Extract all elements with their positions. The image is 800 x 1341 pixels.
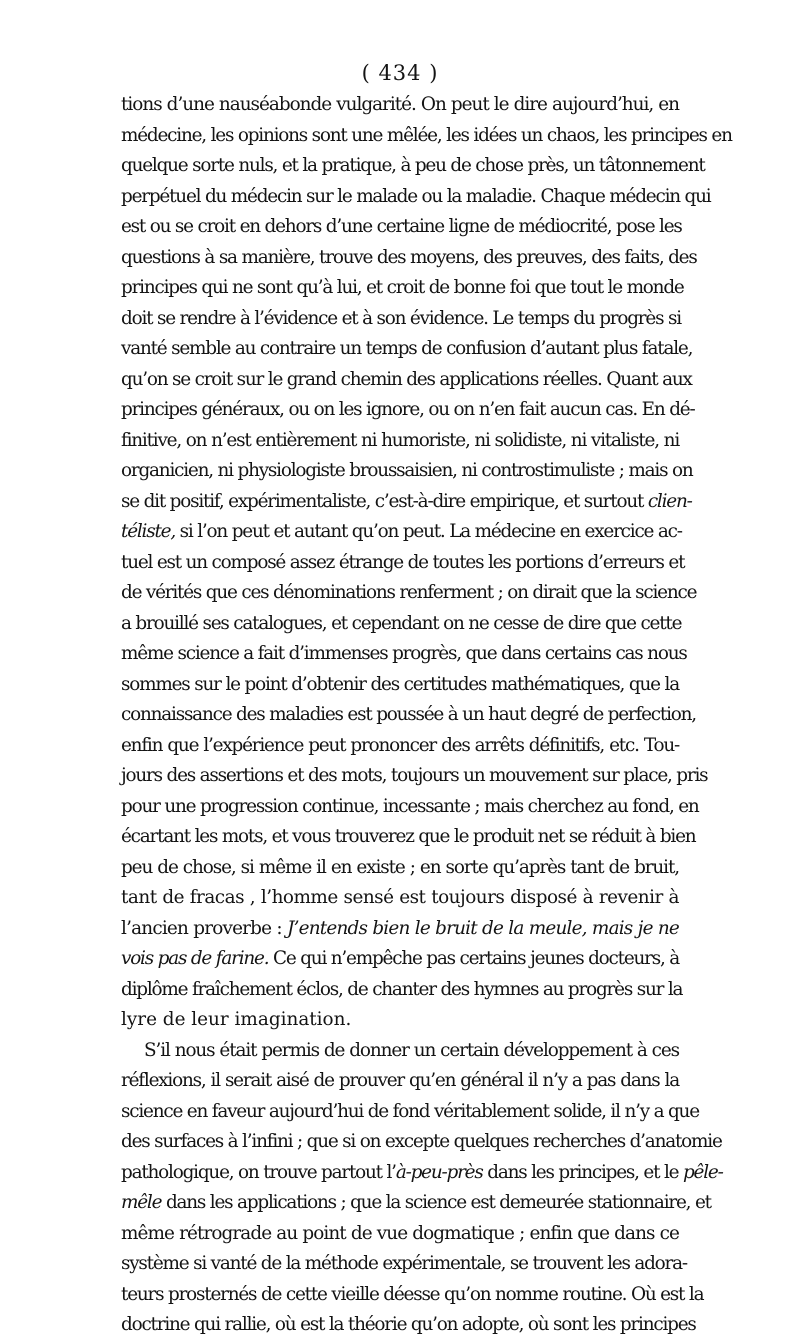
text-line [121,609,682,640]
text-line [121,1188,711,1219]
text-segment: a brouillé ses catalogues, et cependant on ne cesse de dire que cette [121,612,682,634]
text-segment: tions d’une nauséabonde vulgarité. On peut le dire aujourd’hui, en [121,94,679,115]
text-segment: jours des assertions et des mots, toujours un mouvement sur place, pris [121,765,708,786]
text-segment: écartant les mots, et vous trouverez que le produit net se réduit à bien [121,826,696,847]
body-text [121,90,732,1341]
text-segment: si l’on peut et autant qu’on peut. La médecine en exercice ac- [175,521,682,542]
text-segment: doctrine qui rallie, où est la théorie qu’on adopte, où sont les principes [121,1314,696,1335]
text-segment: vanté semble au contraire un temps de confusion d’autant plus fatale, [121,338,693,359]
text-line [121,395,695,426]
text-line [121,1127,722,1158]
text-line [121,700,696,731]
text-line [121,365,692,396]
italic-text: téliste, [121,521,175,542]
text-segment: médecine, les opinions sont une mêlée, les idées un chaos, les principes en [121,124,732,146]
text-line [121,853,679,884]
text-line [121,1097,699,1128]
text-segment: principes qui ne sont qu’à lui, et croit de bonne foi que tout le monde [121,277,684,298]
text-line [121,578,697,609]
text-line [121,975,683,1006]
text-line [121,1158,723,1189]
text-segment: organicien, ni physiologiste broussaisien, ni controstimuliste ; mais on [121,460,693,481]
text-line [121,90,679,121]
text-line [121,1249,687,1280]
text-line [121,792,699,823]
text-segment: même rétrograde au point de vue dogmatique ; enfin que dans ce [121,1222,679,1244]
text-segment: sommes sur le point d’obtenir des certitudes mathématiques, que la [121,673,679,695]
paragraph [121,90,732,1036]
text-segment: S’il nous était permis de donner un certain développement à ces [144,1039,679,1061]
text-segment: même science a fait d’immenses progrès, que dans certains cas nous [121,643,687,664]
text-line [121,121,732,152]
text-segment: quelque sorte nuls, et la pratique, à peu de chose près, un tâtonnement [121,155,705,176]
text-line [121,883,679,914]
italic-text: mêle [121,1192,162,1213]
text-line [121,151,705,182]
text-line [121,334,693,365]
text-line [121,761,708,792]
text-line [121,1066,679,1097]
text-line [121,944,679,975]
text-segment: pathologique, on trouve partout l’ [121,1161,396,1183]
italic-text: vois pas de farine. [121,948,269,969]
text-segment: pour une progression continue, incessante ; mais cherchez au fond, en [121,795,699,817]
page-number: ( 434 ) [361,61,439,85]
italic-text: à-peu-près [395,1161,483,1183]
text-line [121,243,697,274]
text-segment: de vérités que ces dénominations renferment ; on dirait que la science [121,582,697,603]
text-segment: peu de chose, si même il en existe ; en sorte qu’après tant de bruit, [121,856,679,878]
text-segment: l’ancien proverbe : [121,917,288,939]
text-segment: teurs prosternés de cette vieille déesse qu’on nomme routine. Où est la [121,1283,704,1305]
text-line [121,487,692,518]
text-line [121,1280,704,1311]
text-segment: lyre de leur imagination. [121,1009,352,1030]
italic-text: pêle- [682,1161,723,1183]
paragraph [121,1036,723,1341]
text-segment: doit se rendre à l’évidence et à son évidence. Le temps du progrès si [121,307,681,329]
text-line [121,426,679,457]
text-segment: est ou se croit en dehors d’une certaine ligne de médiocrité, pose les [121,216,682,237]
italic-text: clien- [647,490,692,512]
text-line [121,304,679,335]
text-segment: Ce qui n’empêche pas certains jeunes docteurs, à [268,948,680,969]
text-segment: des surfaces à l’infini ; que si on excepte quelques recherches d’anatomie [121,1131,722,1152]
text-segment: dans les principes, et le [482,1161,683,1183]
text-line [121,822,696,853]
text-line [121,548,685,579]
text-line [121,273,684,304]
text-segment: dans les applications ; que la science est demeurée stationnaire, et [161,1192,711,1213]
text-segment: finitive, on n’est entièrement ni humoriste, ni solidiste, ni vitaliste, ni [121,429,679,451]
text-segment: principes généraux, ou on les ignore, ou on n’en fait aucun cas. En dé- [121,399,695,420]
text-segment: enfin que l’expérience peut prononcer des arrêts définitifs, etc. Tou- [121,734,679,756]
text-line [121,731,679,762]
text-segment: se dit positif, expérimentaliste, c’est-à-dire empirique, et surtout [121,490,648,512]
text-line [121,639,687,670]
text-line [121,1310,696,1341]
text-segment: questions à sa manière, trouve des moyens, des preuves, des faits, des [121,246,697,268]
text-segment: science en faveur aujourd’hui de fond véritablement solide, il n’y a que [121,1100,699,1122]
text-line [121,1219,679,1250]
text-line [121,517,682,548]
text-segment: perpétuel du médecin sur le malade ou la maladie. Chaque médecin qui [121,185,711,207]
text-line [121,914,679,945]
text-segment: connaissance des maladies est poussée à un haut degré de perfection, [121,704,696,725]
text-segment: qu’on se croit sur le grand chemin des applications réelles. Quant aux [121,368,692,390]
text-segment: diplôme fraîchement éclos, de chanter des hymnes au progrès sur la [121,978,683,1000]
text-line [121,456,693,487]
text-segment: réflexions, il serait aisé de prouver qu’en général il n’y a pas dans la [121,1070,679,1091]
text-segment: tuel est un composé assez étrange de toutes les portions d’erreurs et [121,551,685,573]
italic-text: J’entends bien le bruit de la meule, mais je ne [287,917,679,939]
text-line [121,1036,679,1067]
text-line [121,182,711,213]
text-line [121,1005,679,1036]
text-segment: système si vanté de la méthode expérimentale, se trouvent les adora- [121,1253,687,1274]
text-line [121,212,682,243]
text-line [121,670,679,701]
text-segment: tant de fracas , l’homme sensé est toujours disposé à revenir à [121,887,679,908]
